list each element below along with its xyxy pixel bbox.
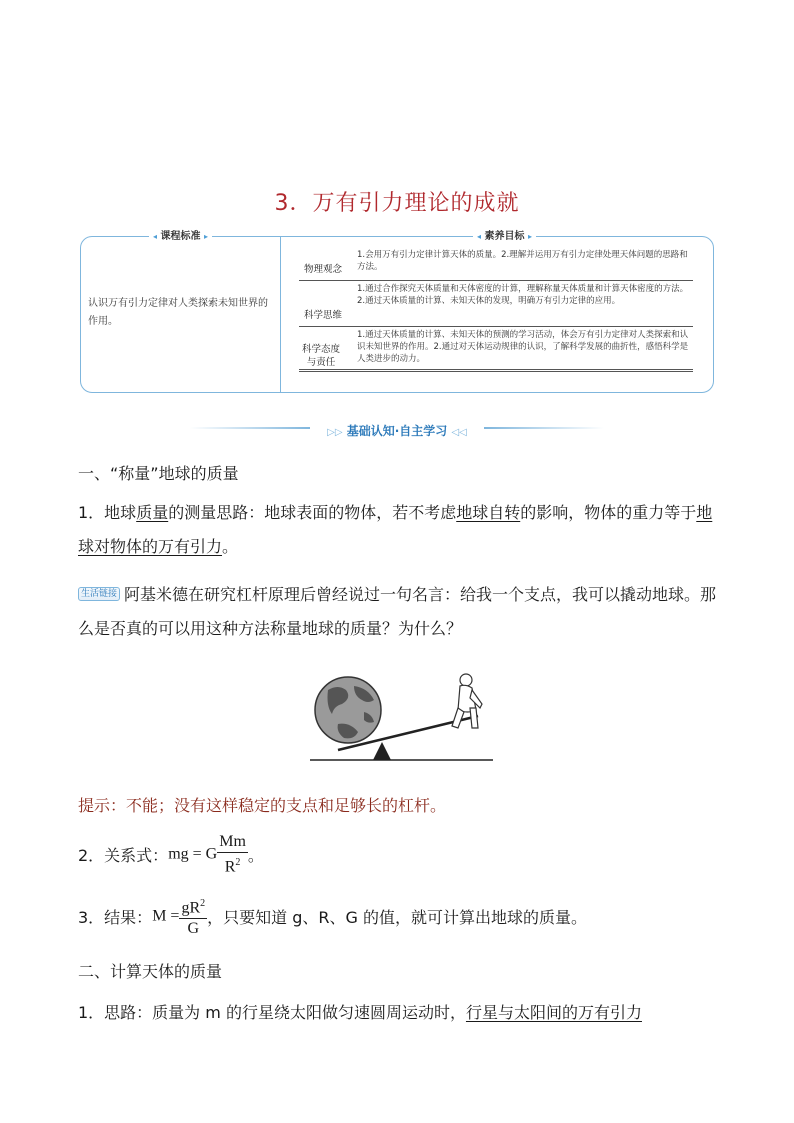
standards-divider	[280, 237, 281, 392]
dot-icon: ◂	[477, 232, 482, 241]
earth-globe	[315, 677, 381, 743]
section1-heading: 一、“称量”地球的质量	[78, 464, 239, 483]
dot-icon: ▸	[203, 232, 208, 241]
page-title: 3．万有引力理论的成就	[274, 191, 520, 216]
lever-illustration	[308, 668, 498, 764]
goal-label: 科学态度与责任	[301, 344, 340, 368]
relation-formula: 2．关系式：mg = G $\frac{Mm}{R^2}$ 。	[78, 833, 264, 876]
life-link-paragraph: 生活链接 阿基米德在研究杠杆原理后曾经说过一句名言：给我一个支点，我可以撬动地球。那么是否真的可以用这种方法称量地球的质量？为什么？	[78, 585, 717, 638]
fraction-mm-r2: $\frac{Mm}{R^2}$	[219, 833, 246, 876]
banner-text: 基础认知·自主学习	[346, 424, 448, 438]
section2-heading: 二、计算天体的质量	[78, 962, 223, 981]
course-standard-text: 认识万有引力定律对人类探索未知世界的作用。	[88, 298, 268, 327]
goal-separator	[299, 280, 693, 281]
result-formula: 3．结果：M = $\frac{gR^2}{G}$ ，只要知道 g、R、G 的值，就可计算出地球的质量。	[78, 894, 587, 939]
life-link-tag: 生活链接	[78, 587, 120, 601]
goal-label: 科学思维	[303, 310, 342, 321]
hint-text: 提示：不能；没有这样稳定的支点和足够长的杠杆。	[78, 796, 447, 815]
section2-point1: 1．思路：质量为 m 的行星绕太阳做匀速圆周运动时，行星与太阳间的万有引力	[78, 1003, 642, 1022]
banner-line-left	[190, 427, 310, 429]
goal-text: 1.会用万有引力定律计算天体的质量。2.理解并运用万有引力定律处理天体问题的思路和方法。	[357, 250, 688, 272]
banner-line-right	[484, 427, 604, 429]
double-arrow-right-icon: ▷▷	[327, 427, 343, 438]
standards-box	[80, 231, 714, 393]
goal-label: 物理观念	[303, 264, 342, 275]
goal-text: 1.通过合作探究天体质量和天体密度的计算，理解称量天体质量和计算天体密度的方法。2.通过天体质量的计算、未知天体的发现，明确万有引力定律的应用。	[357, 284, 689, 306]
section-banner	[190, 420, 604, 436]
dot-icon: ▸	[527, 232, 532, 241]
fulcrum	[373, 742, 391, 760]
goal-text: 1.通过天体质量的计算、未知天体的预测的学习活动，体会万有引力定律对人类探索和认识未知世界的作用。2.通过对天体运动规律的认识，了解科学发展的曲折性，感悟科学是人类进步的动力。	[357, 330, 689, 364]
dot-icon: ◂	[153, 232, 158, 241]
goal-separator	[299, 326, 693, 327]
literacy-goal-header: ◂ 素养目标 ▸	[473, 230, 536, 243]
course-standard-header: ◂ 课程标准 ▸	[149, 230, 212, 243]
double-arrow-left-icon: ◁◁	[451, 427, 467, 438]
fraction-gr2-g: $\frac{gR^2}{G}$	[179, 894, 207, 939]
goal-separator	[299, 369, 693, 372]
section1-point1: 1．地球质量的测量思路：地球表面的物体，若不考虑地球自转的影响，物体的重力等于地球对物体的万有引力。	[78, 503, 713, 556]
